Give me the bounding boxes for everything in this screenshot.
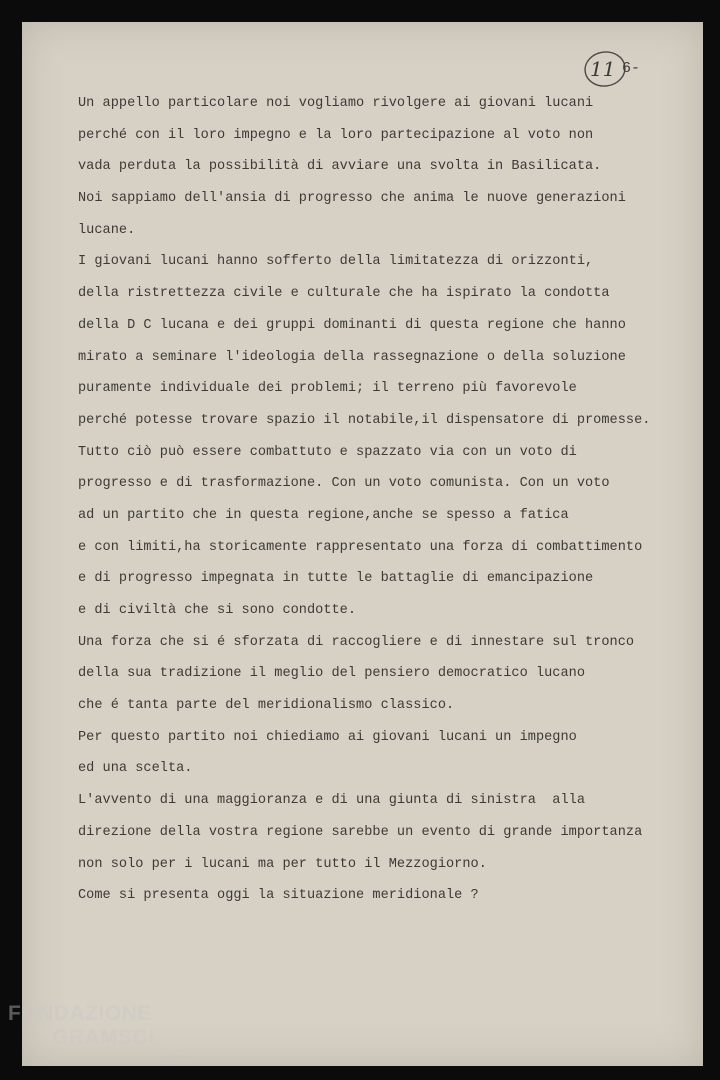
text-line: che é tanta parte del meridionalismo classico. — [78, 698, 455, 714]
letter-body — [78, 88, 688, 912]
text-line: L'avvento di una maggioranza e di una giunta di sinistra alla — [78, 793, 586, 809]
watermark-line-2: GRAMSCI — [52, 1026, 155, 1049]
folio-number: 11 — [590, 57, 616, 81]
text-line: e di progresso impegnata in tutte le battaglie di emancipazione — [78, 571, 594, 587]
text-line: direzione della vostra regione sarebbe un evento di grande importanza — [78, 824, 643, 840]
text-line: Per questo partito noi chiediamo ai giovani lucani un impegno — [78, 729, 577, 745]
watermark-line-1: FONDAZIONE — [8, 1002, 152, 1025]
text-line: ed una scelta. — [78, 761, 193, 777]
text-line: della D C lucana e dei gruppi dominanti di questa regione che hanno — [78, 317, 626, 333]
page-number: 6- — [622, 60, 641, 77]
text-line: progresso e di trasformazione. Con un voto comunista. Con un voto — [78, 476, 610, 492]
text-line: della sua tradizione il meglio del pensiero democratico lucano — [78, 666, 586, 682]
text-line: e con limiti,ha storicamente rappresentato una forza di combattimento — [78, 539, 643, 555]
text-line: non solo per i lucani ma per tutto il Mezzogiorno. — [78, 856, 487, 872]
text-line: mirato a seminare l'ideologia della rassegnazione o della soluzione — [78, 349, 626, 365]
text-line: Una forza che si é sforzata di raccogliere e di innestare sul tronco — [78, 634, 635, 650]
text-line: vada perduta la possibilità di avviare una svolta in Basilicata. — [78, 159, 602, 175]
text-line: e di civiltà che si sono condotte. — [78, 603, 357, 618]
text-line: della ristrettezza civile e culturale che ha ispirato la condotta — [78, 286, 610, 302]
typewritten-page — [22, 22, 703, 1066]
text-line: Come si presenta oggi la situazione meridionale ? — [78, 888, 479, 904]
text-line: puramente individuale dei problemi; il terreno più favorevole — [78, 381, 577, 397]
text-line: perché con il loro impegno e la loro partecipazione al voto non — [78, 127, 594, 143]
text-line: perché potesse trovare spazio il notabile,il dispensatore di promesse. — [78, 412, 651, 428]
text-line: I giovani lucani hanno sofferto della limitatezza di orizzonti, — [78, 254, 594, 270]
text-line: Noi sappiamo dell'ansia di progresso che anima le nuove generazioni — [78, 191, 626, 207]
text-line: Un appello particolare noi vogliamo rivolgere ai giovani lucani — [78, 96, 594, 111]
text-line: lucane. — [78, 222, 136, 238]
text-line: Tutto ciò può essere combattuto e spazzato via con un voto di — [78, 444, 577, 460]
watermark-line-3: onlus — [162, 1052, 187, 1062]
text-line: ad un partito che in questa regione,anche se spesso a fatica — [78, 507, 569, 523]
